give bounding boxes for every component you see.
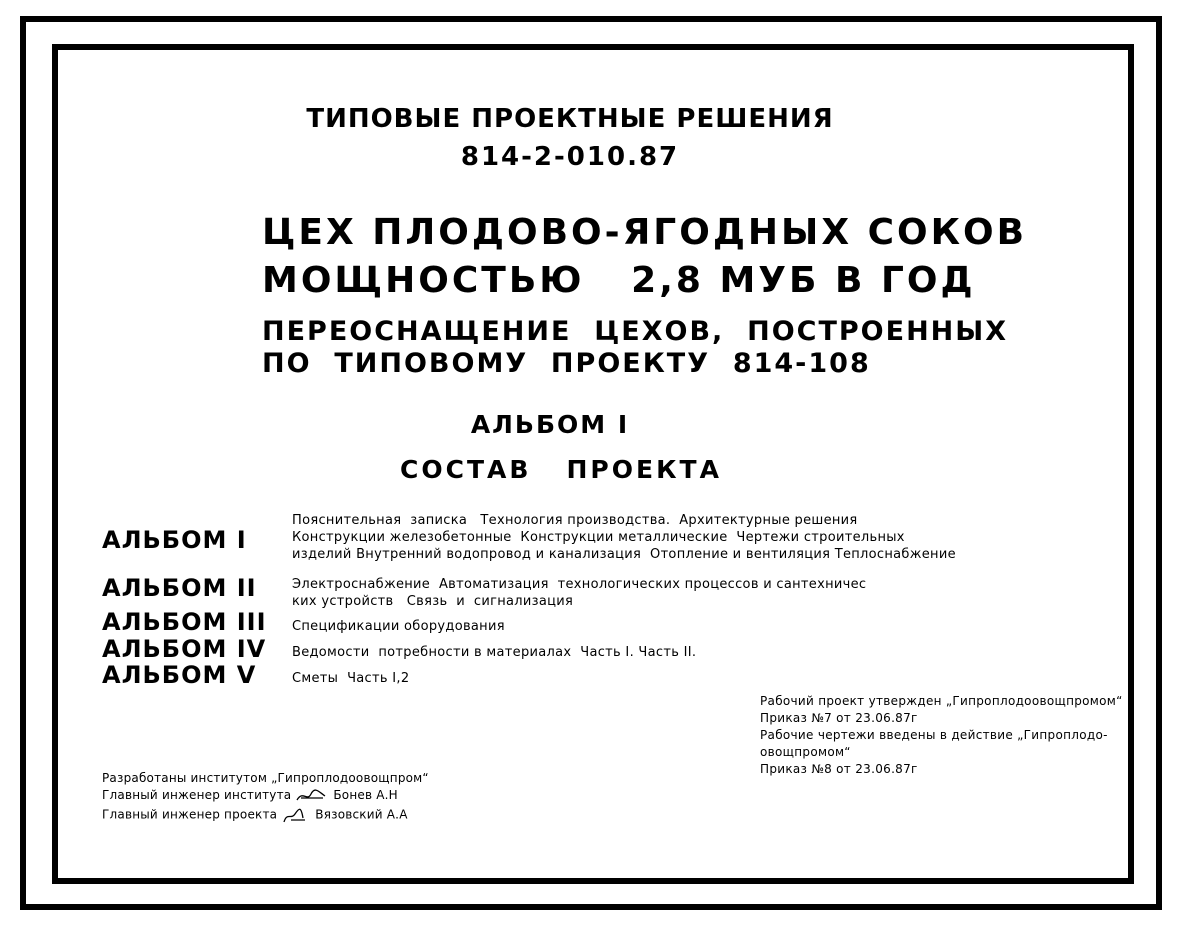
chief-engineer-institute-name: Бонев А.Н: [333, 788, 398, 802]
project-subtitle-line-1: ПЕРЕОСНАЩЕНИЕ ЦЕХОВ, ПОСТРОЕННЫХ: [262, 316, 1009, 347]
signature-mark-vyazovsky: [281, 804, 311, 826]
album-heading: АЛЬБОМ I: [470, 410, 630, 439]
signature-mark-bonev: [295, 788, 329, 804]
series-title: ТИПОВЫЕ ПРОЕКТНЫЕ РЕШЕНИЯ: [306, 104, 834, 134]
approval-line-4: овощпромом“: [760, 745, 851, 759]
approval-line-5: Приказ №8 от 23.06.87г: [760, 762, 918, 776]
album-4-description: [292, 644, 696, 661]
chief-engineer-project-role: Главный инженер проекта: [102, 807, 278, 822]
chief-engineer-institute-role: Главный инженер института: [102, 788, 292, 802]
chief-engineer-project-row: [102, 804, 429, 826]
approval-block: [760, 693, 1123, 778]
album-1-desc-line-2: Конструкции железобетонные Конструкции металлические Чертежи строительных: [292, 530, 905, 545]
album-5-description: [292, 670, 409, 687]
album-2-description: [292, 576, 866, 610]
album-3-label: АЛЬБОМ III: [102, 608, 267, 636]
project-title-line-1: ЦЕХ ПЛОДОВО-ЯГОДНЫХ СОКОВ: [262, 212, 1028, 253]
approval-line-1: Рабочий проект утвержден „Гипроплодоовощпромом“: [760, 694, 1123, 708]
chief-engineer-project-name: Вязовский А.А: [315, 807, 408, 822]
album-3-desc-line-1: Спецификации оборудования: [292, 619, 505, 634]
album-2-desc-line-1: Электроснабжение Автоматизация технологических процессов и сантехничес: [292, 577, 867, 592]
album-5-label: АЛЬБОМ V: [102, 661, 257, 689]
credits-block: [102, 770, 429, 826]
album-3-description: [292, 618, 505, 635]
album-5-desc-line-1: Сметы Часть I,2: [292, 671, 410, 686]
album-1-desc-line-3: изделий Внутренний водопровод и канализация Отопление и вентиляция Теплоснабжение: [292, 547, 956, 562]
album-2-label: АЛЬБОМ II: [102, 574, 257, 602]
contents-heading: СОСТАВ ПРОЕКТА: [400, 455, 722, 484]
project-title-line-2: МОЩНОСТЬЮ 2,8 МУБ В ГОД: [262, 260, 976, 301]
album-1-desc-line-1: Пояснительная записка Технология производства. Архитектурные решения: [292, 513, 858, 528]
album-1-label: АЛЬБОМ I: [102, 526, 247, 554]
series-number: 814-2-010.87: [460, 142, 680, 172]
album-4-label: АЛЬБОМ IV: [102, 635, 267, 663]
project-subtitle-line-2: ПО ТИПОВОМУ ПРОЕКТУ 814-108: [262, 348, 871, 379]
album-2-desc-line-2: ких устройств Связь и сигнализация: [292, 594, 574, 609]
approval-line-2: Приказ №7 от 23.06.87г: [760, 711, 918, 725]
album-4-desc-line-1: Ведомости потребности в материалах Часть I. Часть II.: [292, 645, 697, 660]
developed-by: Разработаны институтом „Гипроплодоовощпром“: [102, 771, 429, 785]
chief-engineer-institute-row: [102, 787, 429, 804]
album-1-description: [292, 512, 956, 563]
approval-line-3: Рабочие чертежи введены в действие „Гипроплодо-: [760, 728, 1108, 742]
